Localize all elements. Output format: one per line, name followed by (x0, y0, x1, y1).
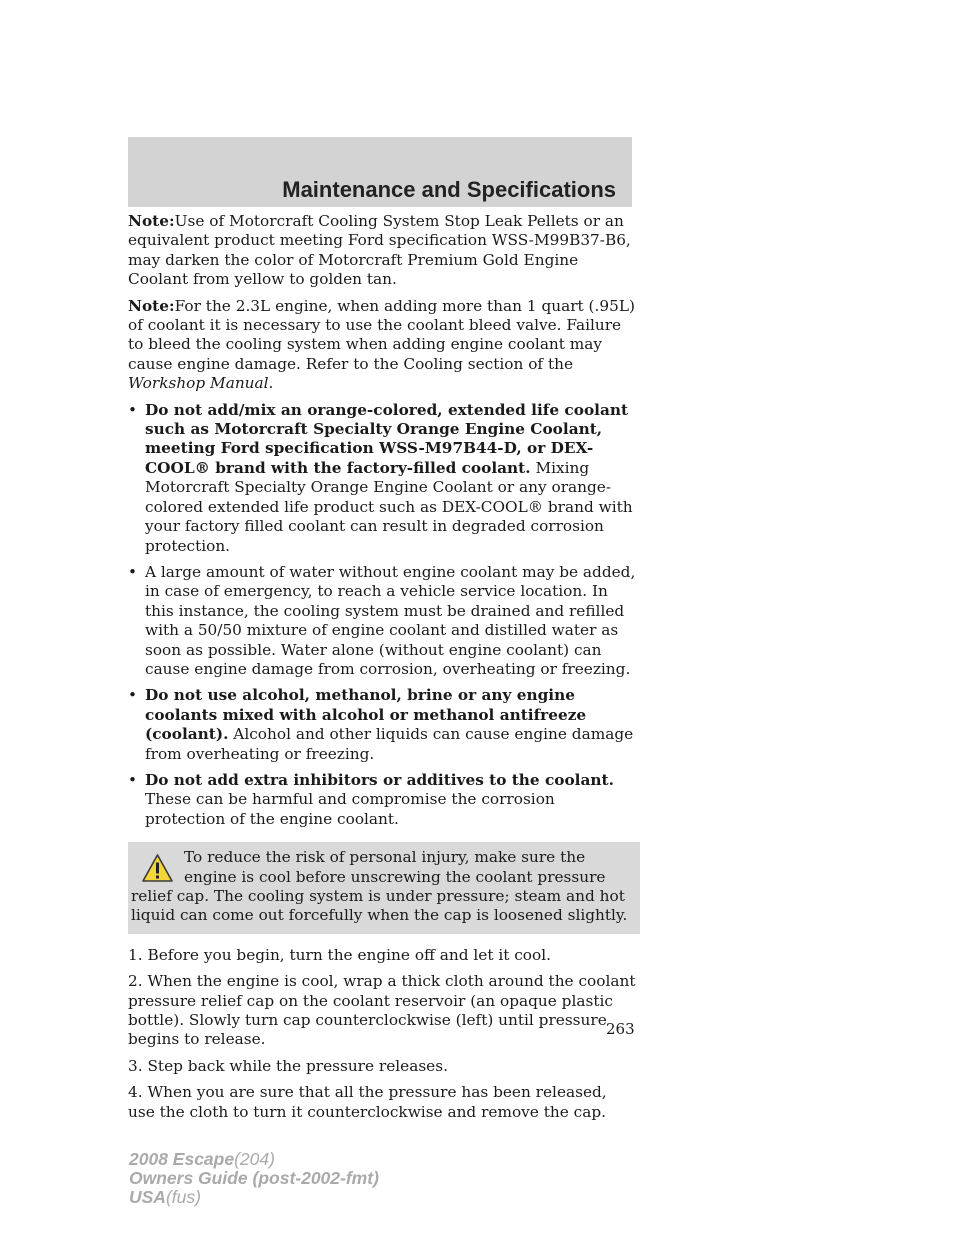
note-paragraph-1 (128, 212, 636, 290)
page-number: 263 (606, 1020, 635, 1038)
note-text-end: . (268, 374, 274, 393)
footer-line-2 (129, 1169, 379, 1188)
bullet-icon: • (128, 770, 138, 789)
footer-market: USA (129, 1187, 166, 1207)
bullet-bold: Do not use alcohol, methanol, brine or any engine coolants mixed with alcohol or methanol antifreeze (coolant). (145, 686, 587, 744)
bullet-bold: Do not add extra inhibitors or additives to the coolant. (145, 770, 614, 789)
bullet-icon: • (128, 400, 138, 419)
bullet-text: Mixing Motorcraft Specialty Orange Engine Coolant or any orange-colored extended life product such as DEX-COOL® brand with your factory filled coolant can result in degraded corrosion protection. (145, 458, 633, 555)
note-text: For the 2.3L engine, when adding more than 1 quart (.95L) of coolant it is necessary to use the coolant bleed valve. Failure to bleed the cooling system when adding engine coolant may cause engine damage. Refer to the Cooling section of the (128, 296, 635, 373)
step-2: 2. When the engine is cool, wrap a thick cloth around the coolant pressure relief cap on the coolant reservoir (an opaque plastic bottle). Slowly turn cap counterclockwise (left) until pressure begins to release. (128, 972, 636, 1049)
note-label: Note: (128, 212, 175, 230)
bullet-text: Alcohol and other liquids can cause engine damage from overheating or freezing. (145, 725, 634, 763)
coolant-bullet-list (128, 401, 636, 830)
step-1: 1. Before you begin, turn the engine off and let it cool. (128, 945, 551, 964)
bullet-icon: • (128, 562, 138, 581)
bullet-icon: • (128, 686, 138, 705)
page-content (128, 212, 636, 1129)
bullet-text: These can be harmful and compromise the corrosion protection of the engine coolant. (145, 790, 555, 828)
section-header-band (128, 137, 632, 207)
warning-text: To reduce the risk of personal injury, make sure the engine is cool before unscrewing the coolant pressure relief cap. The cooling system is under pressure; steam and hot liquid can come out forcefully when the cap is loosened slightly. (131, 848, 628, 925)
list-item (128, 401, 636, 556)
footer-market-code: (fus) (165, 1187, 201, 1207)
manual-title: Workshop Manual (128, 374, 269, 393)
list-item (128, 563, 636, 679)
step-4: 4. When you are sure that all the pressure has been released, use the cloth to turn it counterclockwise and remove the cap. (128, 1083, 607, 1121)
footer-guide: Owners Guide (post-2002-fmt) (129, 1168, 379, 1188)
footer-model: 2008 Escape (129, 1149, 235, 1169)
bullet-text: A large amount of water without engine coolant may be added, in case of emergency, to reach a vehicle service location. In this instance, the cooling system must be drained and refilled with a 50/50 mixture of engine coolant and distilled water as soon as possible. Water alone (without engine coolant) can cause engine damage from corrosion, overheating or freezing. (145, 562, 636, 678)
warning-triangle-icon (141, 853, 174, 883)
footer-line-3 (129, 1188, 379, 1207)
list-item (128, 771, 636, 829)
section-title: Maintenance and Specifications (282, 177, 616, 202)
note-paragraph-2 (128, 297, 636, 394)
document-footer (129, 1150, 379, 1207)
footer-line-1 (129, 1150, 379, 1169)
footer-model-code: (204) (234, 1149, 275, 1169)
list-item (128, 686, 636, 764)
note-label: Note: (128, 296, 175, 315)
bullet-bold: Do not add/mix an orange-colored, extended life coolant such as Motorcraft Specialty Orange Engine Coolant, meeting Ford specification WSS-M97B44-D, or DEX-COOL® brand with the factory-filled coolant. (145, 400, 629, 477)
note-text: Use of Motorcraft Cooling System Stop Leak Pellets or an equivalent product meeting Ford specification WSS-M99B37-B6, may darken the color of Motorcraft Premium Gold Engine Coolant from yellow to golden tan. (128, 212, 631, 289)
warning-box (128, 842, 640, 934)
step-3: 3. Step back while the pressure releases. (128, 1056, 448, 1075)
